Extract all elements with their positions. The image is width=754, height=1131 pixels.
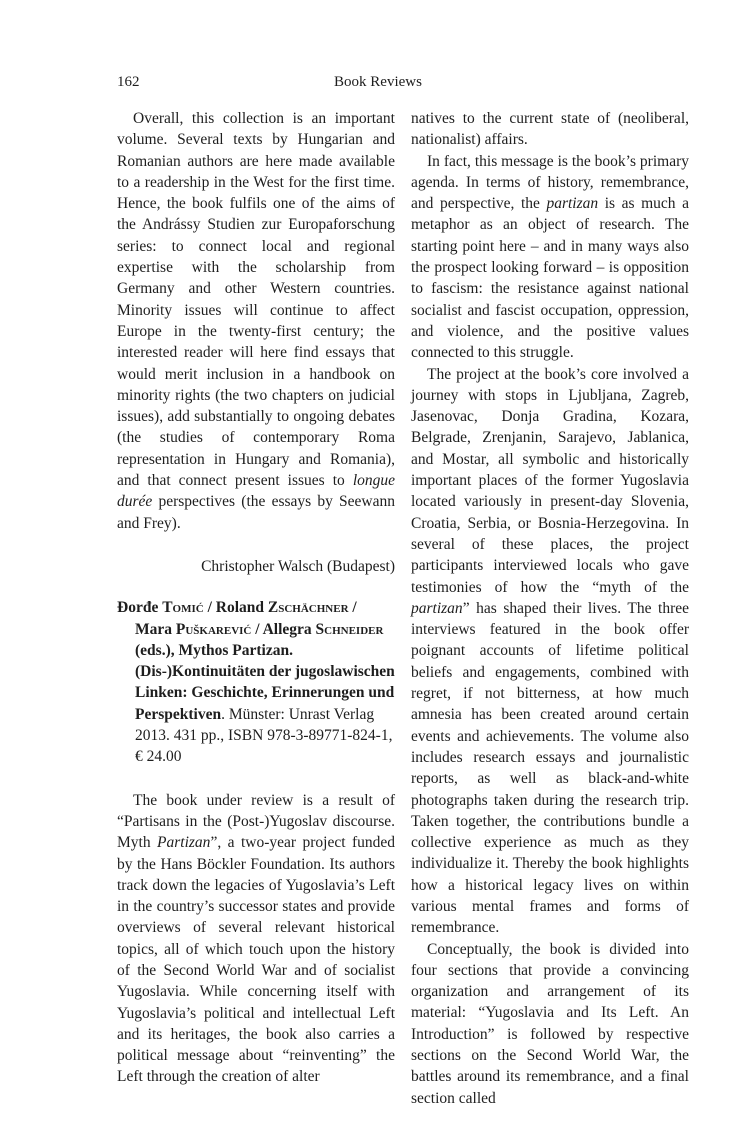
review-two-paragraph-3: The project at the book’s core involved a journey with stops in Ljubljana, Zagreb, Jasenovac, Donja Gradina, Kozara, Belgrade, Zrenjanin, Sarajevo, Jablanica, and Mostar, all symbolic and historically important places of the former Yugoslavia located variously in present-day Slovenia, Croatia, Serbia, or Bosnia-Herzegovina. In several of these places, the project participants interviewed locals who gave testimonies of how the “myth of the partizan” has shaped their lives. The three interviews featured in the book offer poignant accounts of lifetime political beliefs and engagements, combined with regret, if not bitterness, at how much amnesia has been created around certain events and achievements. The volume also includes research essays and journalistic reports, as well as black-and-white photographs taken during the research trip. Taken together, the contributions bundle a collective experience as much as they individualize it. Thereby the book highlights how a historical legacy lives on within various mental frames and forms of remembrance. [411, 365, 689, 937]
review-one-conclusion: Overall, this collection is an important volume. Several texts by Hungarian and Romanian authors are here made available to a readership in the West for the first time. Hence, the book fulfils one of the aims of the Andrássy Studien zur Europaforschung series: to connect local and regional expertise with the scholarship from Germany and other Western countries. Minority issues will continue to affect Europe in the twenty-first century; the interested reader will here find essays that would merit inclusion in a handbook on minority rights (the two chapters on judicial issues), add substantially to ongoing debates (the studies of contemporary Roma representation in Hungary and Romania), and that connect present issues to longue durée perspectives (the essays by Seewann and Frey). [117, 110, 395, 532]
review-two-paragraph-1: The book under review is a result of “Partisans in the (Post-)Yugoslav discourse. Myth Partizan”, a two-year project funded by the Hans Böckler Foundation. Its authors track down the legacies of Yugoslavia’s Left in the country’s successor states and provide overviews of several relevant historical topics, all of which touch upon the history of the Second World War and of socialist Yugoslavia. While concerning itself with Yugoslavia’s political and intellectual Left and its heritages, the book also carries a political message about “reinventing” the Left through the creation of alter [117, 791, 395, 1086]
review-two-paragraph-2: In fact, this message is the book’s primary agenda. In terms of history, remembrance, and perspective, the partizan is as much a metaphor as an object of research. The starting point here – and in many ways also the prospect looking forward – is opposition to fascism: the resistance against national socialist and fascist occupation, oppression, and violence, and the positive values connected to this struggle. [411, 152, 689, 362]
right-column [411, 108, 689, 1109]
left-column [117, 108, 395, 1088]
running-head: Book Reviews [334, 74, 422, 90]
publication-details: . Münster: Unrast Verlag 2013. 431 pp., ISBN 978-3-89771-824-1, € 24.00 [135, 705, 393, 766]
review-two-paragraph-4: Conceptually, the book is divided into four sections that provide a convincing organization and arrangement of its material: “Yugoslavia and Its Left. An Introduction” is followed by respective sections on the Second World War, the battles around its remembrance, and a final section called [411, 940, 689, 1107]
book-title: Mythos Partizan. (Dis-)Kontinuitäten der jugoslawischen Linken: Geschichte, Erinnerungen und Perspektiven [135, 641, 395, 723]
page-header [117, 74, 639, 98]
review-two-paragraph-1-continued: natives to the current state of (neoliberal, nationalist) affairs. [411, 110, 689, 149]
page-number: 162 [117, 74, 140, 90]
reviewer-signature: Christopher Walsch (Budapest) [201, 557, 395, 575]
book-citation: Đorđe Tomić / Roland Zschächner / Mara Puškarević / Allegra Schneider (eds.), Mythos Partizan. (Dis-)Kontinuitäten der jugoslawischen Linken: Geschichte, Erinnerungen und Perspektiven. Münster: Unrast Verlag 2013. 431 pp., ISBN 978-3-89771-824-1, € 24.00 [117, 599, 395, 766]
